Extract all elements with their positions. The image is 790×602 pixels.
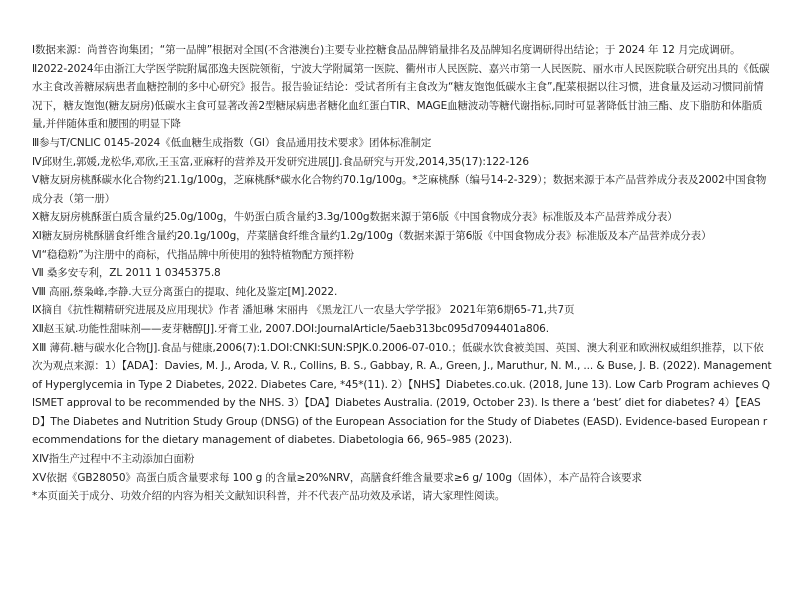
footnote-5: Ⅴ糖友厨房桃酥碳水化合物约21.1g/100g，芝麻桃酥*碳水化合物约70.1g/100g。*芝麻桃酥（编号14-2-329）；数据来源于本产品营养成分表及2002中国食物成分表（第一册） [32,174,767,205]
footnote-13: ⅩⅢ 薄荷.糖与碳水化合物[J].食品与健康,2006(7):1.DOI:CNKI:SUN:SPJK.0.2006-07-010.；低碳水饮食被美国、英国、澳大利亚和欧洲权威组织推荐，以下依次为观点来源：1）【ADA】：Davies, M. J., Aroda, V. R., Collins, B. S., Gabbay, R. A., Green, J., Maruthur, N. M., ... & Buse, J. B. (2022). Management of Hyperglycemia in Type 2 Diabetes, 2022. Diabetes Care, *45*(11). 2）【NHS】Diabetes.co.uk. (2018, June 13). Low Carb Program achieves QISMET approval to be recommended by the NHS. 3）【DA】Diabetes Australia. (2019, October 23). Is there a ‘best’ diet for diabetes? 4）【EASD】The Diabetes and Nutrition Study Group (DNSG) of the European Association for the Study of Diabetes (EASD). Evidence-based European recommendations for the dietary management of diabetes. Diabetologia 66, 965–985 (2023). [32,341,772,447]
footnote-3: Ⅲ参与T/CNLIC 0145-2024《低血糖生成指数（GI）食品通用技术要求》团体标准制定 [32,136,432,149]
footnote-2: Ⅱ2022-2024年由浙江大学医学院附属邵逸夫医院领衔，宁波大学附属第一医院、衢州市人民医院、嘉兴市第一人民医院、丽水市人民医院联合研究出具的《低碳水主食改善糖尿病患者血糖控制的多中心研究》报告。报告验证结论：受试者所有主食改为“糖友饱饱低碳水主食”,配菜根据以往习惯，进食量及运动习惯同前情况下，糖友饱饱(糖友厨房)低碳水主食可显著改善2型糖尿病患者糖化血红蛋白TIR、MAGE血糖波动等糖代谢指标,同时可显著降低甘油三酯、皮下脂肪和体脂质量,并伴随体重和腰围的明显下降 [32,62,770,131]
footnote-6: Ⅵ“稳稳粉”为注册中的商标，代指品牌中所使用的独特植物配方预拌粉 [32,248,354,261]
footnote-10: Ⅹ糖友厨房桃酥蛋白质含量约25.0g/100g，牛奶蛋白质含量约3.3g/100g数据来源于第6版《中国食物成分表》标准版及本产品营养成分表） [32,211,678,224]
footnote-1: Ⅰ数据来源：尚普咨询集团；“第一品牌”根据对全国(不含港澳台)主要专业控糖食品品牌销量排名及品牌知名度调研得出结论；于 2024 年 12 月完成调研。 [32,44,741,56]
footnote-4: Ⅳ邱财生,郭媛,龙松华,邓欣,王玉富,亚麻籽的营养及开发研究进展[J].食品研究与开发,2014,35(17):122-126 [32,155,529,168]
footnote-14: ⅩⅣ指生产过程中不主动添加白面粉 [32,453,195,466]
footnote-7: Ⅶ 桑多安专利，ZL 2011 1 0345375.8 [32,267,221,280]
footnote-9: Ⅸ摘自《抗性糊精研究进展及应用现状》作者 潘旭琳 宋丽冉 《黑龙江八一农垦大学学报》 2021年第6期65-71,共7页 [32,304,575,317]
footnotes-block [32,41,772,506]
footnote-11: Ⅺ糖友厨房桃酥膳食纤维含量约20.1g/100g，芹菜膳食纤维含量约1.2g/100g（数据来源于第6版《中国食物成分表》标准版及本产品营养成分表） [32,229,712,242]
footnote-8: Ⅷ 高丽,蔡枭峰,李静.大豆分离蛋白的提取、纯化及鉴定[M].2022. [32,285,338,298]
disclaimer: *本页面关于成分、功效介绍的内容为相关文献知识科普，并不代表产品功效及承诺，请大家理性阅读。 [32,490,506,503]
footnote-15: ⅩⅤ依据《GB28050》高蛋白质含量要求每 100 g 的含量≥20%NRV，高膳食纤维含量要求≥6 g/ 100g（固体），本产品符合该要求 [32,471,642,484]
footnote-12: Ⅻ赵玉斌.功能性甜味剂——麦芽糖醇[J].牙膏工业, 2007.DOI:JournalArticle/5aeb313bc095d7094401a806. [32,322,549,335]
